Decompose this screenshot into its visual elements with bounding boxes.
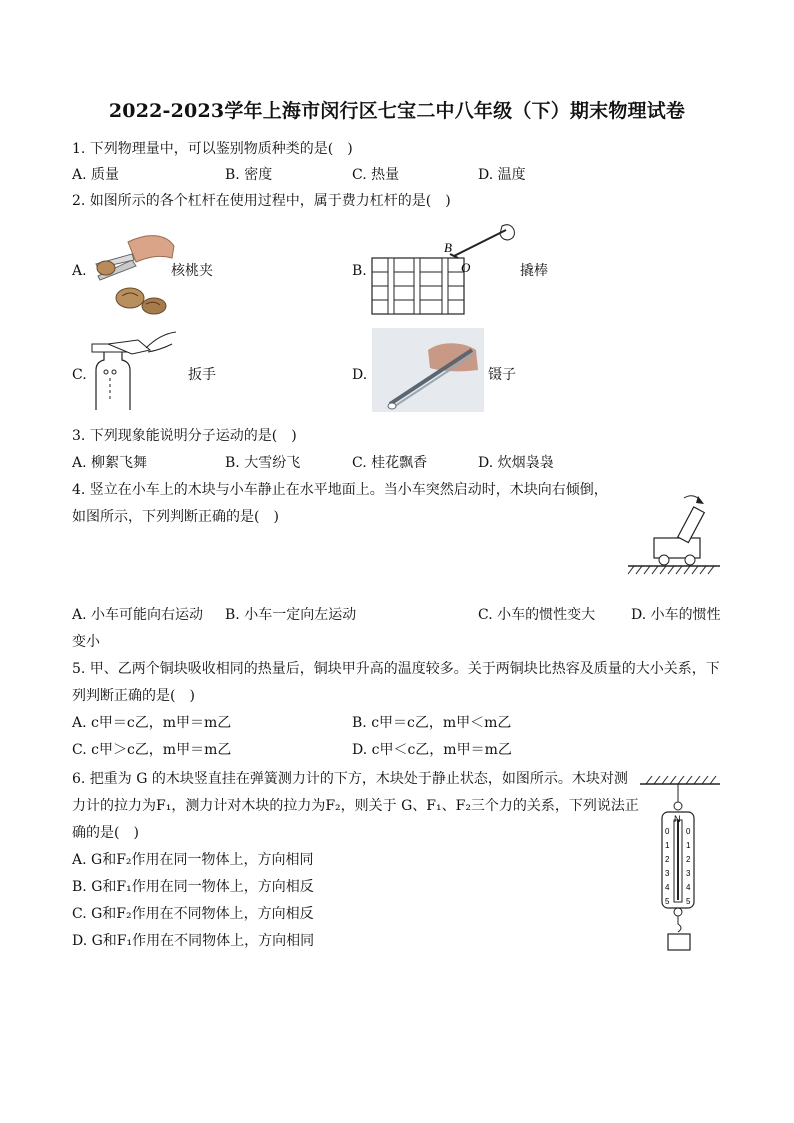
q1-option-b[interactable]: B. 密度 bbox=[225, 167, 273, 183]
scale-tick-4-right: 4 bbox=[686, 883, 691, 892]
q3-option-d[interactable]: D. 炊烟袅袅 bbox=[478, 455, 554, 471]
cart-block-illustration bbox=[626, 490, 722, 578]
q3-option-a[interactable]: A. 柳絮飞舞 bbox=[72, 455, 148, 471]
q6-stem-line1: 6. 把重为 G 的木块竖直挂在弹簧测力计的下方，木块处于静止状态，如图所示。木块对测 bbox=[72, 771, 628, 787]
q3-option-b[interactable]: B. 大雪纷飞 bbox=[225, 455, 301, 471]
q2-stem: 2. 如图所示的各个杠杆在使用过程中，属于费力杠杆的是( ) bbox=[72, 193, 451, 209]
q4-option-b[interactable]: B. 小车一定向左运动 bbox=[225, 607, 357, 623]
q2-option-a-label[interactable]: A. bbox=[72, 263, 87, 279]
tweezers-illustration bbox=[372, 328, 484, 412]
q6-option-b[interactable]: B. G和F₁作用在同一物体上，方向相反 bbox=[72, 879, 314, 895]
q5-stem-line1: 5. 甲、乙两个铜块吸收相同的热量后，铜块甲升高的温度较多。关于两铜块比热容及质量的大小关系，下 bbox=[72, 661, 720, 677]
scale-tick-5: 5 bbox=[665, 897, 670, 906]
q3-option-c[interactable]: C. 桂花飘香 bbox=[352, 455, 428, 471]
scale-tick-4: 4 bbox=[665, 883, 670, 892]
q5-stem-line2: 列判断正确的是( ) bbox=[72, 688, 195, 704]
q6-stem-line2: 力计的拉力为F₁，测力计对木块的拉力为F₂，则关于 G、F₁、F₂三个力的关系，下列说法正 bbox=[72, 798, 639, 814]
q6-option-d[interactable]: D. G和F₁作用在不同物体上，方向相同 bbox=[72, 933, 315, 949]
q4-option-c[interactable]: C. 小车的惯性变大 bbox=[478, 607, 596, 623]
q4-option-d[interactable]: D. 小车的惯性 bbox=[631, 607, 721, 623]
page-title: 2022-2023学年上海市闵行区七宝二中八年级（下）期末物理试卷 bbox=[108, 100, 686, 122]
q4-option-d-wrap: 变小 bbox=[72, 634, 100, 650]
nutcracker-illustration bbox=[88, 224, 180, 316]
q2-option-c-label[interactable]: C. bbox=[72, 367, 87, 383]
q1-option-d[interactable]: D. 温度 bbox=[478, 167, 526, 183]
scale-tick-2: 2 bbox=[665, 855, 670, 864]
q2-option-b-label[interactable]: B. bbox=[352, 263, 367, 279]
q4-stem-line1: 4. 竖立在小车上的木块与小车静止在水平地面上。当小车突然启动时，木块向右倾倒， bbox=[72, 482, 608, 498]
scale-tick-3: 3 bbox=[665, 869, 670, 878]
q2-option-c-name: 扳手 bbox=[188, 367, 216, 383]
q3-stem: 3. 下列现象能说明分子运动的是( ) bbox=[72, 428, 297, 444]
q5-option-c[interactable]: C. c甲＞c乙，m甲＝m乙 bbox=[72, 742, 232, 758]
scale-tick-3-right: 3 bbox=[686, 869, 691, 878]
q6-option-c[interactable]: C. G和F₂作用在不同物体上，方向相反 bbox=[72, 906, 314, 922]
q1-stem: 1. 下列物理量中，可以鉴别物质种类的是( ) bbox=[72, 141, 353, 157]
scale-tick-5-right: 5 bbox=[686, 897, 691, 906]
point-o-label: O bbox=[461, 260, 471, 275]
q1-option-c[interactable]: C. 热量 bbox=[352, 167, 400, 183]
scale-unit-label: N bbox=[674, 814, 681, 824]
scale-tick-1: 1 bbox=[665, 841, 670, 850]
scale-tick-0: 0 bbox=[665, 827, 670, 836]
spring-scale-illustration bbox=[636, 772, 722, 954]
q2-option-d-label[interactable]: D. bbox=[352, 367, 368, 383]
q1-option-a[interactable]: A. 质量 bbox=[72, 167, 120, 183]
crowbar-box-illustration bbox=[368, 222, 518, 322]
q5-option-b[interactable]: B. c甲＝c乙，m甲＜m乙 bbox=[352, 715, 512, 731]
q2-option-d-name: 镊子 bbox=[488, 367, 516, 383]
scale-tick-2-right: 2 bbox=[686, 855, 691, 864]
bottle-opener-illustration bbox=[86, 330, 186, 412]
q6-option-a[interactable]: A. G和F₂作用在同一物体上，方向相同 bbox=[72, 852, 314, 868]
scale-tick-0-right: 0 bbox=[686, 827, 691, 836]
q2-option-b-name: 撬棒 bbox=[520, 263, 548, 279]
q5-option-d[interactable]: D. c甲＜c乙，m甲＝m乙 bbox=[352, 742, 512, 758]
q2-option-a-name: 核桃夹 bbox=[171, 263, 213, 279]
point-b-label: B bbox=[444, 240, 452, 255]
q4-stem-line2: 如图所示，下列判断正确的是( ) bbox=[72, 509, 279, 525]
q6-stem-line3: 确的是( ) bbox=[72, 825, 139, 841]
scale-tick-1-right: 1 bbox=[686, 841, 691, 850]
q4-option-a[interactable]: A. 小车可能向右运动 bbox=[72, 607, 204, 623]
q5-option-a[interactable]: A. c甲＝c乙，m甲＝m乙 bbox=[72, 715, 232, 731]
